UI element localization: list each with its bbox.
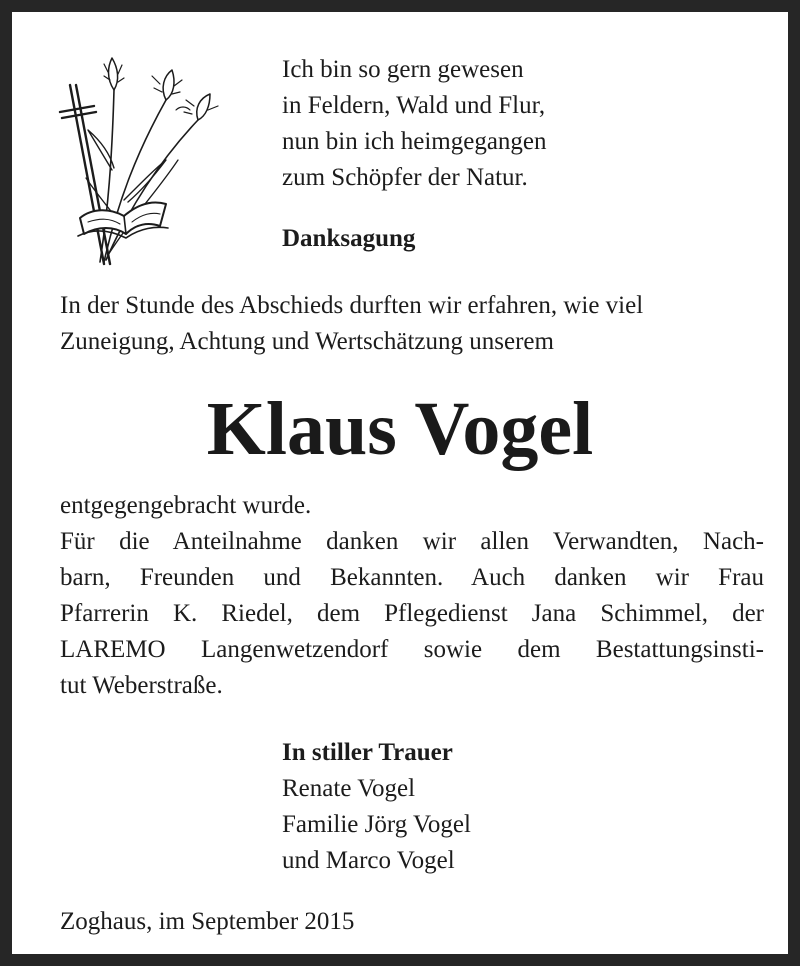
mourners-heading: In stiller Trauer — [282, 739, 453, 766]
mourner-name: Familie Jörg Vogel — [282, 811, 471, 838]
intro-text — [60, 288, 764, 360]
poem-line: in Feldern, Wald und Flur, — [282, 92, 546, 119]
thanks-body — [60, 488, 764, 704]
body-line: tut Weberstraße. — [60, 672, 223, 699]
cross-with-wheat-and-book-icon — [48, 50, 228, 275]
body-line: LAREMO Langenwetzendorf sowie dem Bestattungsinsti- — [60, 636, 764, 663]
place-date: Zoghaus, im September 2015 — [60, 908, 355, 935]
poem-line: Ich bin so gern gewesen — [282, 56, 524, 83]
intro-line: Zuneigung, Achtung und Wertschätzung unserem — [60, 328, 554, 355]
body-line: Pfarrerin K. Riedel, dem Pflegedienst Jana Schimmel, der — [60, 600, 764, 627]
poem-line: zum Schöpfer der Natur. — [282, 164, 528, 191]
mourners-block — [282, 735, 471, 879]
mourner-name: Renate Vogel — [282, 775, 416, 802]
body-line: barn, Freunden und Bekannten. Auch danken wir Frau — [60, 564, 764, 591]
body-line: Für die Anteilnahme danken wir allen Verwandten, Nach- — [60, 528, 764, 555]
mourner-name: und Marco Vogel — [282, 847, 455, 874]
intro-line: In der Stunde des Abschieds durften wir erfahren, wie viel — [60, 292, 644, 319]
deceased-name: Klaus Vogel — [206, 387, 594, 471]
poem-line: nun bin ich heimgegangen — [282, 128, 547, 155]
poem — [282, 52, 547, 196]
body-line: entgegengebracht wurde. — [60, 492, 312, 519]
thanks-heading: Danksagung — [282, 225, 416, 252]
